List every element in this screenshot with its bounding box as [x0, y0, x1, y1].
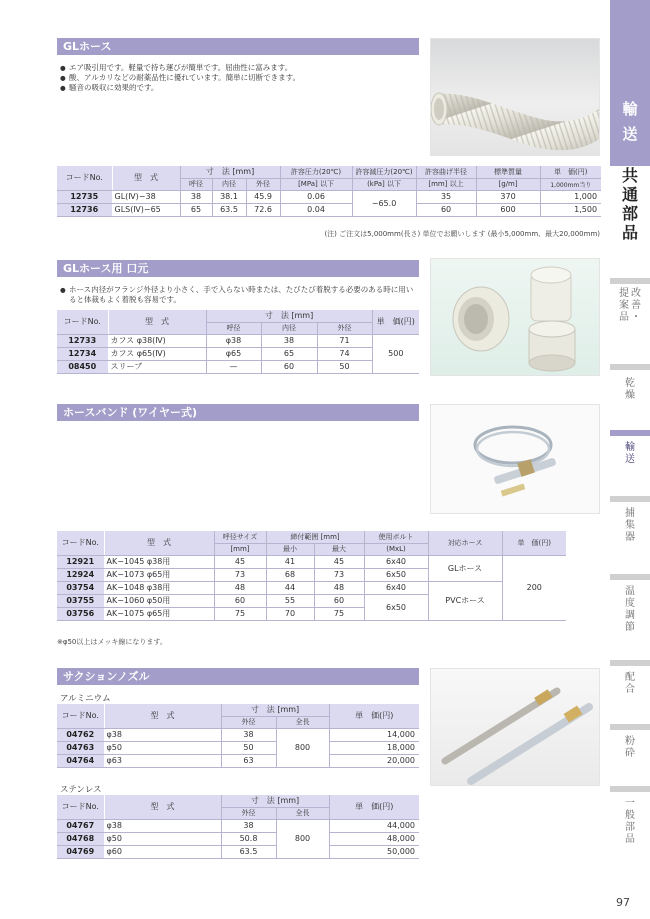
price: 1,000 [540, 190, 601, 203]
col-bolt-unit: (MxL) [364, 543, 428, 555]
col-max: 最大 [314, 543, 364, 555]
col-price: 単 価(円) [502, 531, 566, 555]
nominal: 38 [180, 190, 212, 203]
feature-item: ● 酸、アルカリなどの耐薬品性に優れています。簡単に切断できます。 [60, 73, 410, 83]
size: 75 [214, 607, 266, 620]
table-row [57, 845, 419, 858]
tab-general-parts[interactable]: 一 般 部 品 [610, 786, 650, 856]
col-model: 型 式 [104, 531, 214, 555]
col-pressure: 許容圧力(20℃) [280, 166, 352, 178]
model: GL(Ⅳ)−38 [112, 190, 180, 203]
section-title-hose-band: ホースバンド (ワイヤー式) [57, 404, 419, 421]
col-model: 型 式 [108, 310, 206, 334]
col-bend-unit: [mm] 以上 [416, 178, 476, 190]
price: 44,000 [329, 819, 419, 832]
table-row [57, 334, 419, 347]
col-pressure-unit: [MPa] 以下 [280, 178, 352, 190]
mass: 370 [476, 190, 540, 203]
table-row [57, 832, 419, 845]
outer-diameter: 72.6 [246, 203, 280, 216]
bend-radius: 60 [416, 203, 476, 216]
size: 48 [214, 581, 266, 594]
col-model: 型 式 [112, 166, 180, 190]
hose-type: PVCホース [428, 581, 502, 620]
hose-type: GLホース [428, 555, 502, 581]
page-number: 97 [616, 896, 630, 909]
feature-item: ● エア吸引用です。軽量で持ち運びが簡単です。屈曲性に富みます。 [60, 63, 410, 73]
model [104, 607, 214, 620]
gl-hose-features [60, 63, 410, 93]
gl-fittings-table [57, 310, 419, 374]
col-code: コードNo. [57, 531, 104, 555]
outer-diameter: 50 [221, 741, 276, 754]
product-code: 12736 [57, 203, 112, 216]
bend-radius: 35 [416, 190, 476, 203]
model: φ60 [104, 845, 221, 858]
length: 800 [276, 728, 329, 767]
col-mass-unit: [g/m] [476, 178, 540, 190]
product-code: 03755 [57, 594, 104, 607]
hose-band-photo [430, 404, 600, 514]
outer-diameter: 63.5 [221, 845, 276, 858]
section-title-gl-fittings: GLホース用 口元 [57, 260, 419, 277]
tab-grinding[interactable]: 粉 砕 [610, 724, 650, 770]
product-code: 12735 [57, 190, 112, 203]
col-vacuum-unit: (kPa] 以下 [352, 178, 416, 190]
pressure: 0.06 [280, 190, 352, 203]
range-max: 73 [314, 568, 364, 581]
inner-diameter: 63.5 [212, 203, 246, 216]
range-max: 48 [314, 581, 364, 594]
price: 18,000 [329, 741, 419, 754]
price: 14,000 [329, 728, 419, 741]
col-price: 単 価(円) [540, 166, 601, 178]
feature-item: ● ホース内径がフランジ外径より小さく、手で入らない時または、たびたび着脱する必要のある時に用いると体裁もよく着脱も容易です。 [60, 285, 415, 305]
tab-mixing[interactable]: 配 合 [610, 660, 650, 706]
col-outer-diameter: 外径 [317, 322, 372, 334]
bolt: 6x50 [364, 594, 428, 620]
product-code: 04768 [57, 832, 104, 845]
col-model: 型 式 [104, 704, 221, 728]
col-nominal: 呼径 [206, 322, 261, 334]
outer-diameter: 71 [317, 334, 372, 347]
model-spec: φ38用 [146, 583, 171, 592]
inner-diameter: 38 [261, 334, 317, 347]
model-no: AK−1048 [106, 583, 145, 592]
table-row [57, 754, 419, 767]
table-row [57, 728, 419, 741]
side-category-char: 輸 [622, 100, 638, 118]
model: カフス φ65(Ⅳ) [108, 347, 206, 360]
table-row [57, 360, 419, 373]
col-inner-diameter: 内径 [212, 178, 246, 190]
range-min: 41 [266, 555, 314, 568]
col-hose: 対応ホース [428, 531, 502, 555]
outer-diameter: 38 [221, 728, 276, 741]
outer-diameter: 45.9 [246, 190, 280, 203]
outer-diameter: 63 [221, 754, 276, 767]
model-spec: φ50用 [146, 596, 171, 605]
model-spec: φ38用 [146, 557, 171, 566]
model: GLS(Ⅳ)−65 [112, 203, 180, 216]
corrugated-hose-icon [431, 39, 600, 156]
outer-diameter: 50 [317, 360, 372, 373]
price: 200 [502, 555, 566, 620]
model: φ38 [104, 819, 221, 832]
gl-hose-table [57, 166, 601, 217]
size: 60 [214, 594, 266, 607]
feature-item: ● 騒音の吸収に効果的です。 [60, 83, 410, 93]
nozzle-pipe-icon [431, 669, 600, 786]
product-code: 04767 [57, 819, 104, 832]
col-vacuum: 許容減圧力(20℃) [352, 166, 416, 178]
tab-drying[interactable]: 乾 燥 [610, 364, 650, 410]
outer-diameter: 38 [221, 819, 276, 832]
table-row [57, 819, 419, 832]
product-code: 12924 [57, 568, 104, 581]
tab-improvement[interactable]: 提 案 品 改 善 ・ [610, 278, 650, 348]
nominal: — [206, 360, 261, 373]
size: 45 [214, 555, 266, 568]
gl-hose-photo [430, 38, 600, 156]
side-category-tab[interactable] [610, 0, 650, 166]
outer-diameter: 74 [317, 347, 372, 360]
nominal: φ65 [206, 347, 261, 360]
col-nominal: 呼径 [180, 178, 212, 190]
range-min: 70 [266, 607, 314, 620]
col-inner-diameter: 内径 [261, 322, 317, 334]
model-no: AK−1075 [106, 609, 145, 618]
bolt: 6x40 [364, 581, 428, 594]
product-code: 12921 [57, 555, 104, 568]
nominal: φ38 [206, 334, 261, 347]
model: スリーブ [108, 360, 206, 373]
gl-fittings-photo [430, 258, 600, 376]
gl-hose-order-note: (注) ご注文は5,000mm(長さ) 単位でお願いします (最小5,000mm、最大20,000mm) [324, 230, 600, 238]
section-title-suction-nozzle: サクションノズル [57, 668, 419, 685]
gl-fittings-features [60, 285, 415, 305]
section-title-gl-hose: GLホース [57, 38, 419, 55]
aluminium-label: アルミニウム [60, 694, 111, 704]
col-dims: 寸 法 [mm] [221, 704, 329, 716]
product-code: 04762 [57, 728, 104, 741]
stainless-label: ステンレス [60, 785, 102, 795]
product-code: 04764 [57, 754, 104, 767]
tab-collector[interactable]: 捕 集 器 [610, 496, 650, 556]
model: φ50 [104, 741, 221, 754]
col-dims: 寸 法 [mm] [180, 166, 280, 178]
col-min: 最小 [266, 543, 314, 555]
wire-clamp-icon [431, 405, 600, 514]
inner-diameter: 65 [261, 347, 317, 360]
suction-nozzle-photo [430, 668, 600, 786]
product-code: 08450 [57, 360, 108, 373]
col-model: 型 式 [104, 795, 221, 819]
col-code: コードNo. [57, 795, 104, 819]
model-no: AK−1073 [106, 570, 145, 579]
mass: 600 [476, 203, 540, 216]
model [104, 555, 214, 568]
inner-diameter: 60 [261, 360, 317, 373]
range-min: 55 [266, 594, 314, 607]
model-no: AK−1045 [106, 557, 145, 566]
tab-temperature[interactable]: 温 度 調 節 [610, 574, 650, 644]
col-length: 全長 [276, 807, 329, 819]
model-spec: φ65用 [146, 570, 171, 579]
product-code: 03754 [57, 581, 104, 594]
bolt: 6x40 [364, 555, 428, 568]
model [104, 594, 214, 607]
range-max: 60 [314, 594, 364, 607]
price: 1,500 [540, 203, 601, 216]
product-code: 03756 [57, 607, 104, 620]
model [104, 581, 214, 594]
model: φ63 [104, 754, 221, 767]
model-no: AK−1060 [106, 596, 145, 605]
col-code: コードNo. [57, 704, 104, 728]
table-row [57, 555, 566, 568]
price: 500 [372, 334, 419, 373]
range-min: 68 [266, 568, 314, 581]
col-code: コードNo. [57, 166, 112, 190]
aluminium-nozzle-table [57, 704, 419, 768]
table-row [57, 190, 601, 203]
outer-diameter: 50.8 [221, 832, 276, 845]
col-outer-diameter: 外径 [221, 807, 276, 819]
model: φ50 [104, 832, 221, 845]
pipe-fitting-icon [431, 259, 600, 376]
product-code: 04763 [57, 741, 104, 754]
hose-band-note: ※φ50以上はメッキ線になります。 [57, 638, 167, 646]
range-max: 45 [314, 555, 364, 568]
bolt: 6x50 [364, 568, 428, 581]
nominal: 65 [180, 203, 212, 216]
pressure: 0.04 [280, 203, 352, 216]
price: 50,000 [329, 845, 419, 858]
price: 48,000 [329, 832, 419, 845]
table-row [57, 203, 601, 216]
product-code: 12733 [57, 334, 108, 347]
model: φ38 [104, 728, 221, 741]
col-mass: 標準質量 [476, 166, 540, 178]
col-dims: 寸 法 [mm] [206, 310, 372, 322]
table-row [57, 347, 419, 360]
side-category-char: 送 [622, 125, 638, 143]
table-row [57, 741, 419, 754]
vacuum: −65.0 [352, 190, 416, 216]
col-price: 単 価(円) [372, 310, 419, 334]
col-price-unit: 1,000mm当り [540, 178, 601, 190]
product-code: 12734 [57, 347, 108, 360]
model-spec: φ65用 [146, 609, 171, 618]
col-length: 全長 [276, 716, 329, 728]
col-size-unit: [mm] [214, 543, 266, 555]
length: 800 [276, 819, 329, 858]
hose-band-table [57, 531, 566, 621]
model [104, 568, 214, 581]
col-outer-diameter: 外径 [246, 178, 280, 190]
size: 73 [214, 568, 266, 581]
col-code: コードNo. [57, 310, 108, 334]
price: 20,000 [329, 754, 419, 767]
col-bolt: 使用ボルト [364, 531, 428, 543]
stainless-nozzle-table [57, 795, 419, 859]
col-price: 単 価(円) [329, 704, 419, 728]
col-bend: 許容曲げ半径 [416, 166, 476, 178]
col-dims: 寸 法 [mm] [221, 795, 329, 807]
range-max: 75 [314, 607, 364, 620]
inner-diameter: 38.1 [212, 190, 246, 203]
col-outer-diameter: 外径 [221, 716, 276, 728]
col-clamp-range: 締付範囲 [mm] [266, 531, 364, 543]
col-price: 単 価(円) [329, 795, 419, 819]
col-size: 呼径サイズ [214, 531, 266, 543]
product-code: 04769 [57, 845, 104, 858]
range-min: 44 [266, 581, 314, 594]
model: カフス φ38(Ⅳ) [108, 334, 206, 347]
table-row [57, 581, 566, 594]
tab-transport[interactable]: 輸 送 [610, 430, 650, 476]
